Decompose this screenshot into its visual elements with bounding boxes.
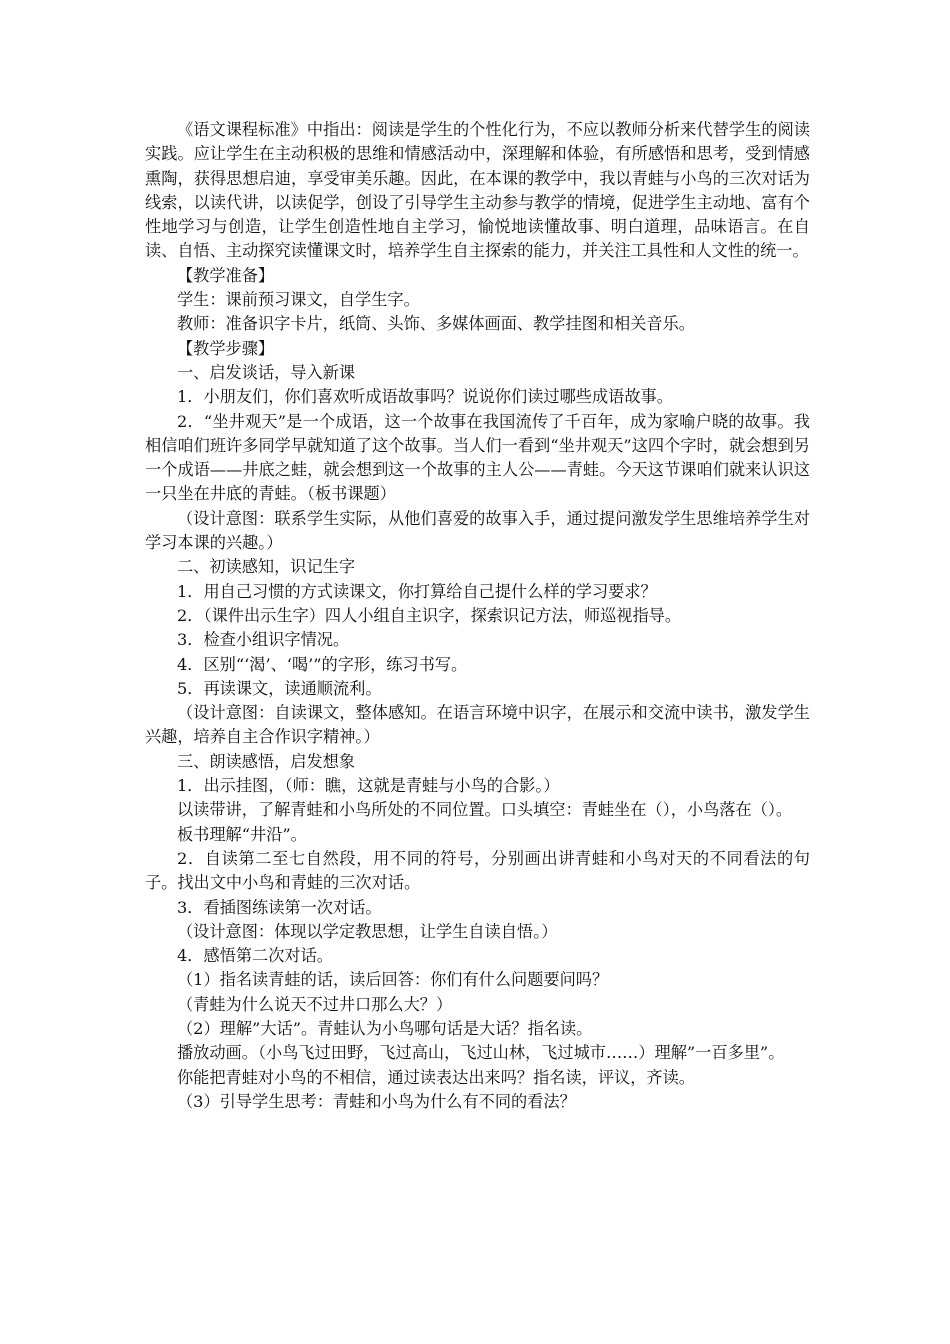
list-item: （3）引导学生思考：青蛙和小鸟为什么有不同的看法？ [177,1091,576,1111]
list-item: 3．看插图练读第一次对话。 [177,897,382,917]
list-item: 1．小朋友们，你们喜欢听成语故事吗？说说你们读过哪些成语故事。 [177,387,673,407]
list-item: 板书理解“井沿”。 [177,824,307,844]
list-item: 以读带讲，了解青蛙和小鸟所处的不同位置。口头填空：青蛙坐在（），小鸟落在（）。 [177,800,793,820]
design-intent: （设计意图：自读课文，整体感知。在语言环境中识字，在展示和交流中读书，激发学生兴趣，培养自主合作识字精神。） [145,703,810,747]
list-item: 2．“坐井观天”是一个成语，这一个故事在我国流传了千百年，成为家喻户晓的故事。我相信咱们班许多同学早就知道了这个故事。当人们一看到“坐井观天”这四个字时，就会想到另一个成语——井底之蛙，就会想到这一个故事的主人公——青蛙。今天这节课咱们就来认识这一只坐在井底的青蛙。（板书课题） [145,411,810,504]
document-page [145,118,810,1114]
list-item: （1）指名读青蛙的话，读后回答：你们有什么问题要问吗？ [177,970,609,990]
design-intent: （设计意图：联系学生实际，从他们喜爱的故事入手，通过提问激发学生思维培养学生对学习本课的兴趣。） [145,508,810,553]
list-item: 2．（课件出示生字）四人小组自主识字，探索识记方法，师巡视指导。 [177,605,682,625]
step-one-heading: 一、启发谈话，导入新课 [177,362,356,382]
prep-students: 学生：课前预习课文，自学生字。 [177,290,420,310]
step-three-heading: 三、朗读感悟，启发想象 [177,751,356,771]
list-item: （青蛙为什么说天不过井口那么大？） [177,994,453,1014]
list-item: 3．检查小组识字情况。 [177,630,350,650]
list-item: 1．用自己习惯的方式读课文，你打算给自己提什么样的学习要求？ [177,581,657,601]
list-item: 2．自读第二至七自然段，用不同的符号，分别画出讲青蛙和小鸟对天的不同看法的句子。找出文中小鸟和青蛙的三次对话。 [145,848,810,893]
prep-teacher: 教师：准备识字卡片，纸筒、头饰、多媒体画面、教学挂图和相关音乐。 [177,314,695,334]
section-heading-steps: 【教学步骤】 [177,338,275,358]
design-intent: （设计意图：体现以学定教思想，让学生自读自悟。） [177,921,558,941]
list-item: 你能把青蛙对小鸟的不相信，通过读表达出来吗？指名读，评议，齐读。 [177,1067,695,1087]
list-item: 1．出示挂图，（师：瞧，这就是青蛙与小鸟的合影。） [177,776,560,796]
list-item: 4．区别“‘渴’、‘喝’”的字形，练习书写。 [177,654,468,674]
list-item: （2）理解”大话”。青蛙认为小鸟哪句话是大话？指名读。 [177,1018,593,1038]
section-heading-preparation: 【教学准备】 [177,265,275,285]
intro-paragraph: 《语文课程标准》中指出：阅读是学生的个性化行为，不应以教师分析来代替学生的阅读实践。应让学生在主动积极的思维和情感活动中，深理解和体验，有所感悟和思考，受到情感熏陶，获得思想启迪，享受审美乐趣。因此，在本课的教学中，我以青蛙与小鸟的三次对话为线索，以读代讲，以读促学，创设了引导学生主动参与教学的情境，促进学生主动地、富有个性地学习与创造，让学生创造性地自主学习，愉悦地读懂故事、明白道理，品味语言。在自读、自悟、主动探究读懂课文时，培养学生自主探索的能力，并关注工具性和人文性的统一。 [145,120,810,261]
list-item: 4．感悟第二次对话。 [177,946,333,966]
list-item: 5．再读课文，读通顺流利。 [177,678,382,698]
list-item: 播放动画。（小鸟飞过田野，飞过高山，飞过山林，飞过城市……）理解”一百多里”。 [177,1043,785,1063]
step-two-heading: 二、初读感知，识记生字 [177,557,356,577]
